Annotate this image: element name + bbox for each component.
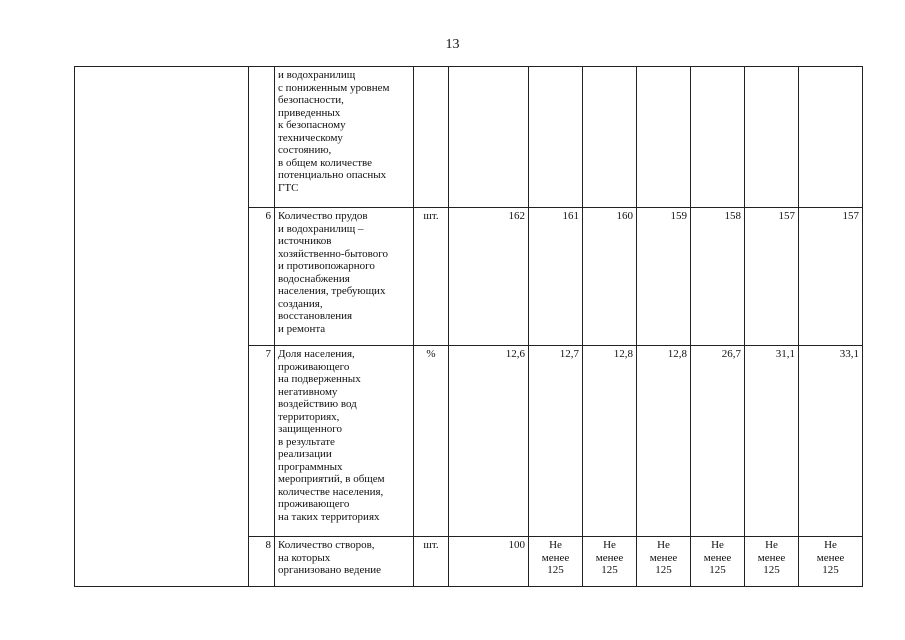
value-cell: Не менее 125 bbox=[583, 537, 637, 587]
unit: шт. bbox=[414, 208, 449, 346]
value-cell: 157 bbox=[799, 208, 863, 346]
unit bbox=[414, 67, 449, 208]
value-cell bbox=[799, 67, 863, 208]
row-number: 8 bbox=[249, 537, 275, 587]
unit: шт. bbox=[414, 537, 449, 587]
value-cell: 12,6 bbox=[449, 346, 529, 537]
value-cell: 159 bbox=[637, 208, 691, 346]
value-cell bbox=[745, 67, 799, 208]
value-cell: 12,8 bbox=[583, 346, 637, 537]
value-cell: Не менее 125 bbox=[745, 537, 799, 587]
indicator-name: Количество прудов и водохранилищ – источников хозяйственно-бытового и противопожарного водоснабжения населения, требующих создания, восстановления и ремонта bbox=[275, 208, 414, 346]
row-number: 6 bbox=[249, 208, 275, 346]
value-cell: 160 bbox=[583, 208, 637, 346]
value-cell bbox=[449, 67, 529, 208]
value-cell: 161 bbox=[529, 208, 583, 346]
value-cell: Не менее 125 bbox=[529, 537, 583, 587]
value-cell: 12,8 bbox=[637, 346, 691, 537]
unit: % bbox=[414, 346, 449, 537]
value-cell bbox=[691, 67, 745, 208]
value-cell bbox=[637, 67, 691, 208]
indicator-name: и водохранилищ с пониженным уровнем безопасности, приведенных к безопасному техническому состоянию, в общем количестве потенциально опасных ГТС bbox=[275, 67, 414, 208]
value-cell: 162 bbox=[449, 208, 529, 346]
value-cell: 158 bbox=[691, 208, 745, 346]
value-cell: 33,1 bbox=[799, 346, 863, 537]
value-cell bbox=[583, 67, 637, 208]
value-cell bbox=[529, 67, 583, 208]
value-cell: 26,7 bbox=[691, 346, 745, 537]
value-cell: Не менее 125 bbox=[691, 537, 745, 587]
page-number: 13 bbox=[445, 37, 460, 52]
indicators-table bbox=[74, 66, 863, 587]
value-cell: Не менее 125 bbox=[637, 537, 691, 587]
row-number bbox=[249, 67, 275, 208]
value-cell: 12,7 bbox=[529, 346, 583, 537]
merged-first-column bbox=[75, 67, 249, 587]
row-number: 7 bbox=[249, 346, 275, 537]
value-cell: 100 bbox=[449, 537, 529, 587]
indicator-name: Количество створов, на которых организовано ведение bbox=[275, 537, 414, 587]
value-cell: Не менее 125 bbox=[799, 537, 863, 587]
value-cell: 157 bbox=[745, 208, 799, 346]
indicator-name: Доля населения, проживающего на подверженных негативному воздействию вод территориях, защищенного в результате реализации программных мероприятий, в общем количестве населения, проживающего на таких территориях bbox=[275, 346, 414, 537]
table-row bbox=[75, 67, 863, 208]
value-cell: 31,1 bbox=[745, 346, 799, 537]
